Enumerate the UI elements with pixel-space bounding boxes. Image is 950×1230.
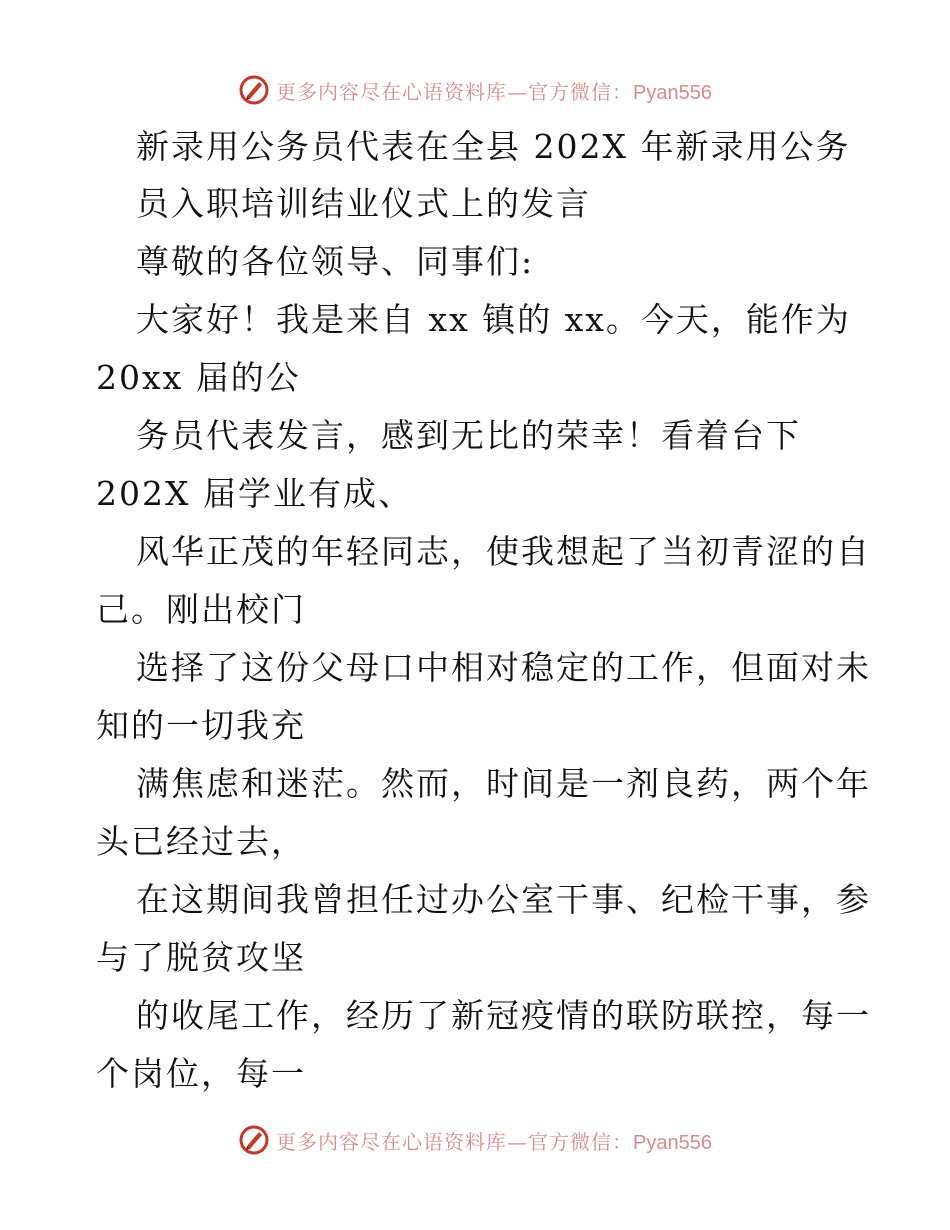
body-line: 选择了这份父母口中相对稳定的工作，但面对未 xyxy=(136,648,871,687)
pen-logo-icon xyxy=(238,74,270,106)
header-banner xyxy=(0,70,950,110)
footer-banner-text: 更多内容尽在心语资料库—官方微信： xyxy=(276,1129,634,1154)
salutation: 尊敬的各位领导、同事们: xyxy=(136,242,535,281)
title-line-1: 新录用公务员代表在全县 202X 年新录用公务 xyxy=(136,127,851,166)
body-line: 在这期间我曾担任过办公室干事、纪检干事，参 xyxy=(136,880,871,919)
body-line: 务员代表发言，感到无比的荣幸！看着台下 xyxy=(136,416,801,455)
body-line: 头已经过去， xyxy=(96,822,306,861)
body-line: 202X 届学业有成、 xyxy=(96,474,413,513)
body-line: 个岗位，每一 xyxy=(96,1054,306,1093)
body-line: 大家好！我是来自 xx 镇的 xx。今天，能作为 xyxy=(136,300,851,339)
header-wechat-id: Pyan556 xyxy=(633,81,712,104)
body-line: 的收尾工作，经历了新冠疫情的联防联控，每一 xyxy=(136,996,871,1035)
body-line: 满焦虑和迷茫。然而，时间是一剂良药，两个年 xyxy=(136,764,871,803)
footer-banner xyxy=(0,1120,950,1160)
footer-wechat-id: Pyan556 xyxy=(633,1131,712,1154)
pen-logo-icon xyxy=(238,1124,270,1156)
body-line: 20xx 届的公 xyxy=(96,358,301,397)
body-line: 己。刚出校门 xyxy=(96,590,306,629)
body-line: 风华正茂的年轻同志，使我想起了当初青涩的自 xyxy=(136,532,871,571)
title-line-2: 员入职培训结业仪式上的发言 xyxy=(136,184,591,223)
body-line: 与了脱贫攻坚 xyxy=(96,938,306,977)
header-banner-text: 更多内容尽在心语资料库—官方微信： xyxy=(276,79,634,104)
body-line: 知的一切我充 xyxy=(96,706,306,745)
